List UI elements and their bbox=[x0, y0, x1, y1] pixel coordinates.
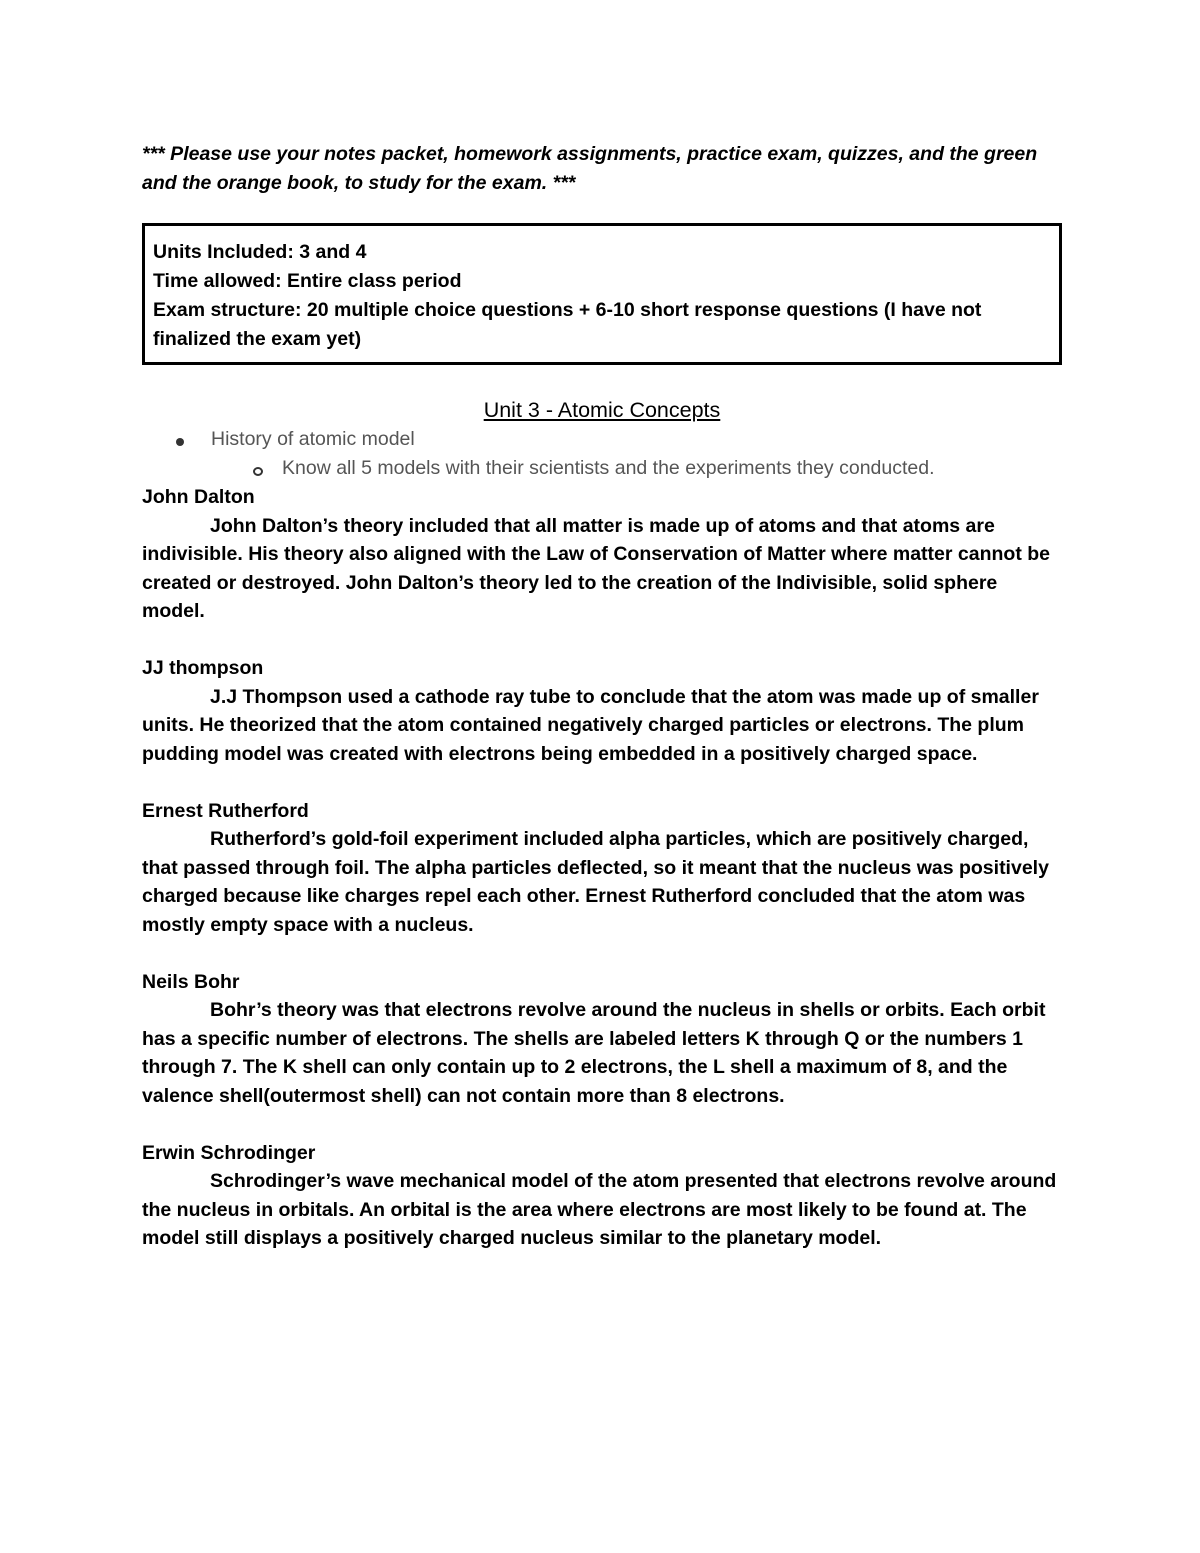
scientist-section bbox=[142, 654, 1062, 768]
scientist-section bbox=[142, 797, 1062, 940]
scientist-section bbox=[142, 483, 1062, 626]
scientist-section bbox=[142, 968, 1062, 1111]
circle-bullet-icon bbox=[253, 467, 263, 476]
study-instructions: *** Please use your notes packet, homework assignments, practice exam, quizzes, and the green and the orange book, to study for the exam. *** bbox=[142, 143, 1038, 194]
time-allowed: Time allowed: Entire class period bbox=[153, 270, 462, 292]
list-item bbox=[142, 454, 1062, 483]
scientist-name: Ernest Rutherford bbox=[142, 799, 309, 822]
scientist-description: Schrodinger’s wave mechanical model of the atom presented that electrons revolve around the nucleus in orbitals. An orbital is the area where electrons are most likely to be found at. The model still displays a positively charged nucleus similar to the planetary model. bbox=[142, 1170, 1057, 1249]
unit-heading: Unit 3 - Atomic Concepts bbox=[483, 398, 721, 422]
scientist-description: Rutherford’s gold-foil experiment included alpha particles, which are positively charged, that passed through foil. The alpha particles deflected, so it meant that the nucleus was positively charged because like charges repel each other. Ernest Rutherford concluded that the atom was mostly empty space with a nucleus. bbox=[142, 828, 1049, 936]
exam-structure: Exam structure: 20 multiple choice questions + 6-10 short response questions (I have not finalized the exam yet) bbox=[153, 299, 982, 350]
document-page bbox=[142, 140, 1062, 1253]
topic-list bbox=[142, 425, 1062, 483]
scientist-description: John Dalton’s theory included that all matter is made up of atoms and that atoms are indivisible. His theory also aligned with the Law of Conservation of Matter where matter cannot be created or destroyed. John Dalton’s theory led to the creation of the Indivisible, solid sphere model. bbox=[142, 514, 1050, 622]
units-included: Units Included: 3 and 4 bbox=[153, 241, 367, 263]
topic-text: History of atomic model bbox=[211, 428, 415, 450]
scientist-name: Erwin Schrodinger bbox=[142, 1141, 316, 1164]
list-item bbox=[142, 425, 1062, 454]
scientist-name: Neils Bohr bbox=[142, 970, 240, 993]
scientist-name: JJ thompson bbox=[142, 657, 264, 679]
exam-info-box bbox=[142, 223, 1062, 365]
scientist-name: John Dalton bbox=[142, 486, 255, 508]
scientist-description: Bohr’s theory was that electrons revolve around the nucleus in shells or orbits. Each orbit has a specific number of electrons. The shells are labeled letters K through Q or the numbers 1 through 7. The K shell can only contain up to 2 electrons, the L shell a maximum of 8, and the valence shell(outermost shell) can not contain more than 8 electrons. bbox=[142, 999, 1046, 1107]
subtopic-text: Know all 5 models with their scientists and the experiments they conducted. bbox=[282, 457, 935, 479]
scientist-section bbox=[142, 1139, 1062, 1253]
bullet-icon bbox=[176, 438, 184, 446]
scientist-description: J.J Thompson used a cathode ray tube to conclude that the atom was made up of smaller units. He theorized that the atom contained negatively charged particles or electrons. The plum pudding model was created with electrons being embedded in a positively charged space. bbox=[142, 685, 1039, 765]
